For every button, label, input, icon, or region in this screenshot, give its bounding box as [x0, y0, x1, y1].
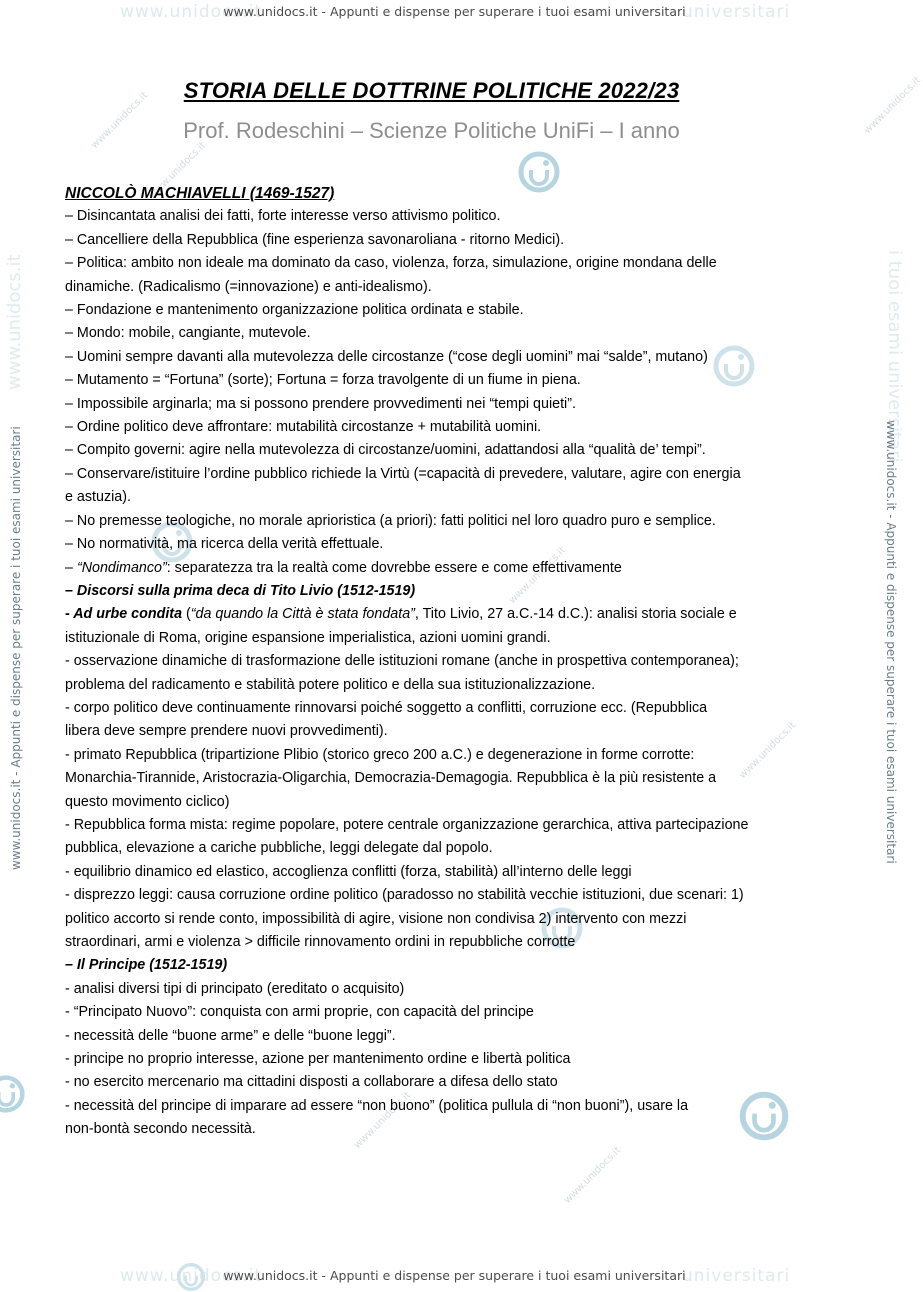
text-line [65, 603, 810, 626]
watermark-ghost-bottom-left: www.unidocs.it [120, 1266, 263, 1286]
italic-term: “Nondimanco” [76, 559, 167, 576]
text-line: straordinari, armi e violenza > difficile rinnovamento ordini in repubbliche corrotte [65, 934, 576, 950]
document-title: STORIA DELLE DOTTRINE POLITICHE 2022/23 [183, 78, 680, 103]
text-line: dinamiche. (Radicalismo (=innovazione) e anti-idealismo). [65, 278, 432, 295]
text-line: e astuzia). [65, 489, 131, 506]
watermark-diagonal: www.unidocs.it [89, 89, 151, 152]
text-line: – Conservare/istituire l’ordine pubblico richiede la Virtù (=capacità di prevedere, valutare, agire con energia [65, 465, 741, 482]
work-title: - Ad urbe condita [65, 606, 183, 623]
watermark-diagonal: www.unidocs.it [862, 74, 923, 137]
watermark-diagonal: www.unidocs.it [737, 719, 799, 782]
text-line: - equilibrio dinamico ed elastico, accoglienza conflitti (forza, stabilità) all’interno delle leggi [65, 863, 632, 880]
text-fragment: – [65, 559, 77, 576]
text-line: - disprezzo leggi: causa corruzione ordine politico (paradosso no stabilità vecchie istituzioni, due scenari: 1) [65, 887, 744, 904]
text-line: – No premesse teologiche, no morale aprioristica (a priori): fatti politici nel loro quadro puro e semplice. [65, 512, 716, 529]
subsection-heading: – Discorsi sulla prima deca di Tito Livio (1512-1519) [65, 582, 416, 599]
text-fragment: : separatezza tra la realtà come dovrebbe essere e come effettivamente [166, 559, 622, 576]
text-line: – Politica: ambito non ideale ma dominato da caso, violenza, forza, simulazione, origine mondana delle [65, 255, 717, 272]
text-line [65, 557, 810, 580]
text-line: – Mondo: mobile, cangiante, mutevole. [65, 325, 311, 342]
text-line: libera deve sempre prendere nuovi provvedimenti). [65, 723, 388, 740]
text-line: - corpo politico deve continuamente rinnovarsi poiché soggetto a conflitti, corruzione ecc. (Repubblica [65, 699, 708, 716]
text-line: – Fondazione e mantenimento organizzazione politica ordinata e stabile. [65, 302, 524, 319]
unidocs-logo-icon [176, 1262, 206, 1292]
text-line: - primato Repubblica (tripartizione Plibio (storico greco 200 a.C.) e degenerazione in forme corrotte: [65, 746, 695, 763]
text-line: questo movimento ciclico) [65, 793, 230, 810]
text-line: - osservazione dinamiche di trasformazione delle istituzioni romane (anche in prospettiva contemporanea); [65, 653, 739, 670]
text-line: istituzionale di Roma, origine espansione imperialistica, azioni uomini grandi. [65, 629, 551, 646]
section-heading: NICCOLÒ MACHIAVELLI (1469-1527) [65, 185, 335, 202]
watermark-diagonal: www.unidocs.it [352, 1089, 414, 1152]
watermark-header: www.unidocs.it - Appunti e dispense per superare i tuoi esami universitari [223, 4, 686, 19]
text-line: - necessità delle “buone arme” e delle “buone leggi”. [65, 1027, 396, 1044]
text-line: - no esercito mercenario ma cittadini disposti a collaborare a difesa dello stato [65, 1074, 558, 1091]
text-line: - Repubblica forma mista: regime popolare, potere centrale organizzazione gerarchica, attiva partecipazione [65, 816, 749, 833]
watermark-diagonal: www.unidocs.it [562, 1144, 624, 1207]
document-body [65, 182, 810, 1142]
text-line: – Ordine politico deve affrontare: mutabilità circostanze + mutabilità uomini. [65, 419, 542, 436]
watermark-side-right: www.unidocs.it - Appunti e dispense per superare i tuoi esami universitari [884, 420, 898, 864]
watermark-ghost-bottom-right: universitari [682, 1266, 791, 1286]
watermark-ghost-top-right: universitari [682, 2, 791, 22]
text-line: pubblica, elevazione a cariche pubbliche, leggi delegate dal popolo. [65, 840, 493, 857]
text-line: - necessità del principe di imparare ad essere “non buono” (politica pullula di “non buoni”), usare la [65, 1097, 689, 1114]
watermark-ghost-top-left: www.unidocs.it [120, 2, 263, 22]
text-line: – Disincantata analisi dei fatti, forte interesse verso attivismo politico. [65, 208, 501, 225]
italic-term: “da quando la Città è stata fondata” [190, 606, 415, 623]
watermark-side-left: www.unidocs.it - Appunti e dispense per superare i tuoi esami universitari [9, 426, 23, 870]
watermark-diagonal: www.unidocs.it [147, 139, 209, 202]
text-line: problema del radicamento e stabilità potere politico e della sua istituzionalizzazione. [65, 676, 596, 693]
text-fragment: , Tito Livio, 27 a.C.-14 d.C.): analisi storia sociale e [414, 606, 737, 623]
text-line: – Uomini sempre davanti alla mutevolezza delle circostanze (“cose degli uomini” mai “salde”, mutano) [65, 348, 708, 365]
subsection-heading: – Il Principe (1512-1519) [65, 957, 228, 974]
document-subtitle: Prof. Rodeschini – Scienze Politiche UniFi – I anno [183, 118, 680, 143]
text-line: – Compito governi: agire nella mutevolezza di circostanze/uomini, adattandosi alla “qualità de’ tempi”. [65, 442, 706, 459]
watermark-ghost-left: www.unidocs.it [4, 254, 25, 390]
text-line: - “Principato Nuovo”: conquista con armi proprie, con capacità del principe [65, 1004, 534, 1021]
text-line: – Mutamento = “Fortuna” (sorte); Fortuna = forza travolgente di un fiume in piena. [65, 372, 581, 389]
text-line: – Impossibile arginarla; ma si possono prendere provvedimenti nei “tempi quieti”. [65, 395, 576, 412]
watermark-footer: www.unidocs.it - Appunti e dispense per superare i tuoi esami universitari [223, 1268, 686, 1283]
text-line: – No normatività, ma ricerca della verità effettuale. [65, 536, 384, 553]
text-fragment: ( [182, 606, 191, 623]
text-line: Monarchia-Tirannide, Aristocrazia-Oligarchia, Democrazia-Demagogia. Repubblica è la più resistente a [65, 770, 717, 787]
text-line: non-bontà secondo necessità. [65, 1121, 256, 1138]
text-line: – Cancelliere della Repubblica (fine esperienza savonaroliana - ritorno Medici). [65, 231, 565, 248]
text-line: - analisi diversi tipi di principato (ereditato o acquisito) [65, 980, 405, 997]
watermark-diagonal: www.unidocs.it [507, 544, 569, 607]
text-line: - principe no proprio interesse, azione per mantenimento ordine e libertà politica [65, 1051, 571, 1068]
text-line: politico accorto si rende conto, impossibilità di agire, visione non condivisa 2) intervento con mezzi [65, 910, 687, 927]
unidocs-logo-icon [0, 1074, 26, 1114]
watermark-ghost-right: i tuoi esami universitari [884, 250, 905, 463]
